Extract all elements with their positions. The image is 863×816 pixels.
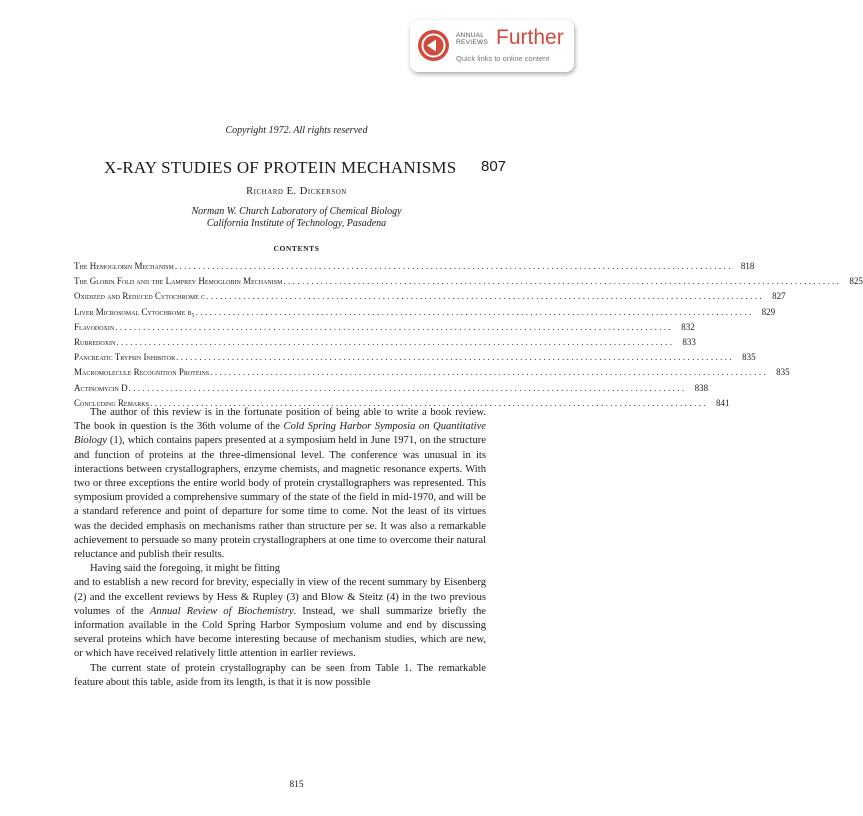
toc-entry-page: 827 [772,291,786,302]
body-paragraph [74,576,486,661]
table-of-contents [74,259,863,411]
contents-heading: CONTENTS [273,244,320,253]
affiliation-line: Norman W. Church Laboratory of Chemical Biology [191,206,402,217]
affiliation [0,206,593,230]
badge-brand: Further [496,26,564,49]
body-paragraph: Having said the foregoing, it might be fitting [90,563,281,575]
toc-entry[interactable] [74,335,696,350]
paragraph-text: and to establish a new record for brevity, especially in view of the recent summary by Eisenberg (2) and the excellent reviews by Hess & Rupley (3) and Blow & Steitz (4) in the two previous volumes of the [74,577,486,617]
paragraph-text: . Instead, we shall summarize briefly the information available in the Cold Spring Harbor Symposium volume and end by discussing several proteins which have become interesting because of mechanism studies, which are new, or which have received relatively little attention in earlier reviews. [74,605,486,660]
toc-entry-title: Pancreatic Trypsin Inhibitor [74,352,176,363]
badge-publisher [456,32,488,46]
toc-entry-title: Rubredoxin [74,336,116,347]
toc-entry-page: 835 [742,352,756,363]
toc-leader-dots: ........................................................................................................................ [283,276,842,287]
further-badge[interactable] [410,20,574,72]
toc-entry-title: Macromolecule Recognition Proteins [74,367,210,378]
toc-entry-page: 832 [681,321,695,332]
toc-entry[interactable] [74,381,709,396]
back-arrow-icon [418,30,449,61]
journal-title-italic: Cold Spring Harbor Symposia on Quantitative Biology [74,421,487,447]
toc-entry-title: The Globin Fold and the Lamprey Hemoglobin Mechanism [74,276,283,287]
affiliation-line: California Institute of Technology, Pasadena [206,218,387,229]
paragraph-text: (1), which contains papers presented at a symposium held in June 1971, on the structure and function of proteins at the three-dimensional level. The conference was unusual in its interactions between crystallographers, enzyme chemists, and magnetic resonance experts. With two or three exceptions the entire world body of protein crystallographers was represented. This symposium provided a comprehensive summary of the state of the field in mid-1970, and will be a standard reference and point of departure for some time to come. Not the least of its virtues was the decided emphasis on mechanisms rather than structure per se. It was also a remarkable achievement to persuade so many protein crystallographers at one time to overcome their natural reluctance and publish their results. [74,435,486,561]
toc-entry-title: Concluding Remarks [74,397,149,408]
toc-leader-dots: ........................................................................................................................ [128,382,687,393]
toc-entry[interactable] [74,320,695,335]
toc-leader-dots: ........................................................................................................................ [195,306,754,317]
toc-entry-page: 829 [761,306,776,317]
article-body [74,406,486,690]
toc-leader-dots: ........................................................................................................................ [210,367,769,378]
paragraph-text: The author of this review is in the fortunate position of being able to write a book review. The book in question is the 36th volume of the [74,407,486,433]
toc-entry[interactable] [74,365,790,380]
article-title: X-RAY STUDIES OF PROTEIN MECHANISMS [104,158,457,177]
toc-entry-page: 833 [682,336,696,347]
toc-entry[interactable] [74,289,786,304]
toc-entry-title: Liver Microsomal Cytochrome b₅ [74,306,195,317]
toc-entry[interactable] [74,259,755,274]
body-paragraph: The current state of protein crystallography can be seen from Table 1. The remarkable feature about this table, aside from its length, is that it is now possible [74,662,486,688]
badge-line2: REVIEWS [456,39,489,46]
toc-entry-title: Actinomycin D [74,382,128,393]
copyright-line: Copyright 1972. All rights reserved [225,125,368,136]
toc-entry-page: 818 [740,261,755,271]
journal-title-italic: Annual Review of Biochemistry [149,605,294,617]
page-folio: 815 [289,780,304,790]
toc-leader-dots: ........................................................................................................................ [116,336,675,347]
toc-leader-dots: ........................................................................................................................ [206,291,765,302]
toc-entry[interactable] [74,350,756,365]
toc-entry-title: Oxidized and Reduced Cytochrome c [74,291,206,302]
toc-entry[interactable] [74,274,863,289]
article-page-number: 807 [481,158,507,175]
toc-entry-page: 838 [694,382,709,393]
toc-leader-dots: ........................................................................................................................ [115,321,674,332]
badge-tagline: Quick links to online content [456,54,550,63]
toc-leader-dots: ........................................................................................................................ [174,261,733,271]
body-paragraph [74,406,486,562]
toc-leader-dots: ........................................................................................................................ [149,397,708,408]
toc-entry-page: 841 [715,397,730,408]
toc-entry[interactable] [74,305,776,320]
author-name: Richard E. Dickerson [246,186,347,197]
badge-line1: ANNUAL [456,32,485,39]
toc-entry-title: Flavodoxin [74,321,115,332]
toc-leader-dots: ........................................................................................................................ [176,352,735,363]
toc-entry-page: 835 [776,367,790,378]
toc-entry-page: 825 [849,276,863,287]
toc-entry-title: The Hemoglobin Mechanism [74,261,174,271]
